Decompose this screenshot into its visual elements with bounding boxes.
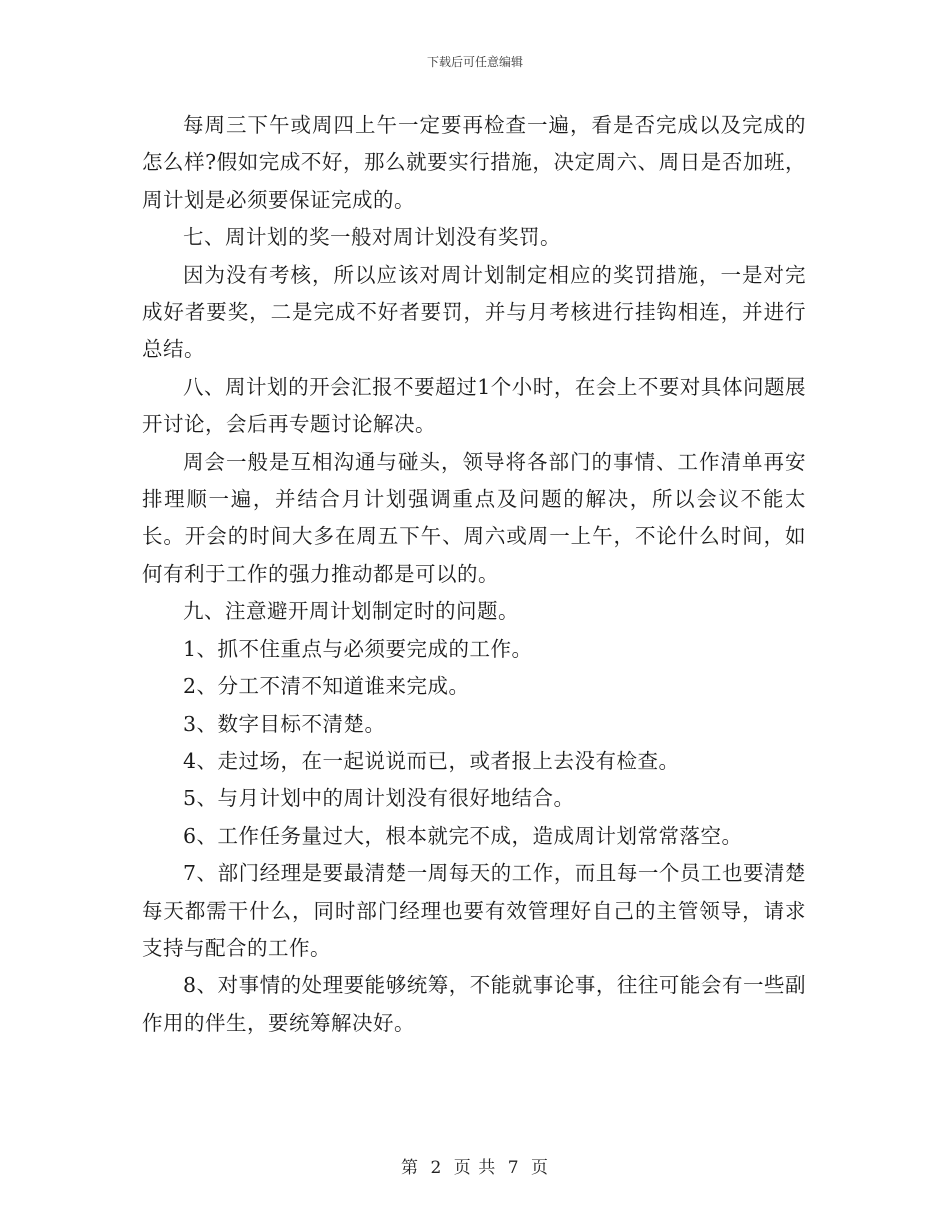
paragraph: 3、数字目标不清楚。 bbox=[183, 711, 386, 736]
paragraph: 6、工作任务量过大，根本就完不成，造成周计划常常落空。 bbox=[183, 823, 743, 848]
paragraph: 八、周计划的开会汇报不要超过1个小时，在会上不要对具体问题展开讨论，会后再专题讨论解决。 bbox=[142, 374, 806, 437]
paragraph: 因为没有考核，所以应该对周计划制定相应的奖罚措施，一是对完成好者要奖，二是完成不好者要罚，并与月考核进行挂钩相连，并进行总结。 bbox=[142, 262, 806, 362]
document-body bbox=[142, 107, 806, 1042]
footer-prefix: 第 bbox=[400, 1158, 419, 1178]
paragraph: 每周三下午或周四上午一定要再检查一遍，看是否完成以及完成的怎么样?假如完成不好，那么就要实行措施，决定周六、周日是否加班，周计划是必须要保证完成的。 bbox=[142, 113, 806, 212]
paragraph: 2、分工不清不知道谁来完成。 bbox=[183, 674, 470, 699]
page-footer bbox=[0, 1153, 950, 1178]
page-total: 7 bbox=[507, 1158, 520, 1178]
footer-suffix: 页 bbox=[531, 1158, 550, 1178]
page-header: 下载后可任意编辑 bbox=[426, 55, 523, 69]
paragraph: 周会一般是互相沟通与碰头，领导将各部门的事情、工作清单再安排理顺一遍，并结合月计划强调重点及问题的解决，所以会议不能太长。开会的时间大多在周五下午、周六或周一上午，不论什么时间，如何有利于工作的强力推动都是可以的。 bbox=[142, 449, 806, 586]
page-number: 2 bbox=[430, 1158, 443, 1178]
footer-middle: 页 共 bbox=[453, 1158, 497, 1178]
paragraph: 4、走过场，在一起说说而已，或者报上去没有检查。 bbox=[183, 748, 680, 773]
paragraph: 7、部门经理是要最清楚一周每天的工作，而且每一个员工也要清楚每天都需干什么，同时部门经理也要有效管理好自己的主管领导，请求支持与配合的工作。 bbox=[142, 861, 806, 960]
paragraph: 5、与月计划中的周计划没有很好地结合。 bbox=[183, 786, 575, 811]
paragraph: 九、注意避开周计划制定时的问题。 bbox=[183, 599, 519, 624]
paragraph: 1、抓不住重点与必须要完成的工作。 bbox=[183, 636, 533, 661]
paragraph: 七、周计划的奖一般对周计划没有奖罚。 bbox=[183, 225, 561, 250]
paragraph: 8、对事情的处理要能够统筹，不能就事论事，往往可能会有一些副作用的伴生，要统筹解决好。 bbox=[142, 973, 806, 1035]
